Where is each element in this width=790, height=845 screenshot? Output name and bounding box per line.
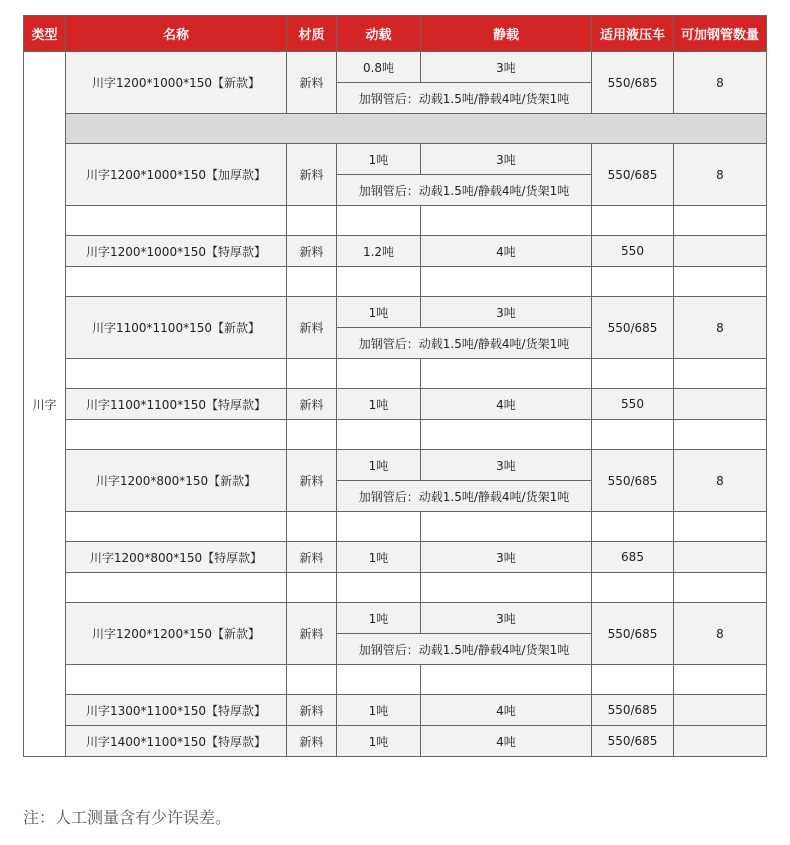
table-row (24, 726, 767, 757)
spacer-cell (674, 359, 767, 389)
spacer-cell (421, 267, 592, 297)
spacer-cell (287, 420, 337, 450)
product-name: 川字1400*1100*150【特厚款】 (66, 726, 287, 757)
spacer-cell (592, 206, 674, 236)
spacer-cell (674, 665, 767, 695)
spacer-row (24, 206, 767, 236)
dynamic-load-cell: 1吨 (337, 297, 421, 328)
material-cell: 新料 (287, 695, 337, 726)
spacer-cell (287, 267, 337, 297)
steel-pipes-cell (674, 389, 767, 420)
forklift-cell: 550/685 (592, 144, 674, 206)
header-dynamic-load: 动载 (337, 16, 421, 52)
material-cell: 新料 (287, 542, 337, 573)
dynamic-load-cell: 1吨 (337, 542, 421, 573)
spacer-cell (287, 665, 337, 695)
material-cell: 新料 (287, 297, 337, 359)
static-load-cell: 4吨 (421, 695, 592, 726)
footnote: 注：人工测量含有少许误差。 (23, 808, 232, 827)
spacer-row (24, 267, 767, 297)
table-row (24, 144, 767, 175)
material-cell: 新料 (287, 389, 337, 420)
dynamic-load-cell: 1吨 (337, 726, 421, 757)
spacer-cell (337, 665, 421, 695)
material-cell: 新料 (287, 144, 337, 206)
spacer-cell (674, 206, 767, 236)
spacer-cell (287, 512, 337, 542)
static-load-cell: 4吨 (421, 726, 592, 757)
material-cell: 新料 (287, 450, 337, 512)
spacer-cell (337, 206, 421, 236)
spacer-cell (66, 665, 287, 695)
header-name: 名称 (66, 16, 287, 52)
header-forklift: 适用液压车 (592, 16, 674, 52)
product-name: 川字1100*1100*150【新款】 (66, 297, 287, 359)
spacer-cell (421, 420, 592, 450)
material-cell: 新料 (287, 726, 337, 757)
spacer-cell (337, 573, 421, 603)
product-name: 川字1100*1100*150【特厚款】 (66, 389, 287, 420)
spacer-cell (674, 512, 767, 542)
table-row (24, 52, 767, 83)
forklift-cell: 550/685 (592, 52, 674, 114)
spacer-cell (674, 420, 767, 450)
table-row (24, 236, 767, 267)
spacer-cell (66, 114, 767, 144)
spacer-cell (421, 206, 592, 236)
spacer-row (24, 512, 767, 542)
static-load-cell: 3吨 (421, 603, 592, 634)
dynamic-load-cell: 1.2吨 (337, 236, 421, 267)
spacer-cell (287, 206, 337, 236)
steel-note-cell: 加钢管后：动载1.5吨/静载4吨/货架1吨 (337, 481, 592, 512)
spacer-cell (674, 573, 767, 603)
dynamic-load-cell: 1吨 (337, 603, 421, 634)
steel-note-cell: 加钢管后：动载1.5吨/静载4吨/货架1吨 (337, 175, 592, 206)
steel-note-cell: 加钢管后：动载1.5吨/静载4吨/货架1吨 (337, 83, 592, 114)
spacer-row (24, 359, 767, 389)
product-name: 川字1200*800*150【新款】 (66, 450, 287, 512)
header-type: 类型 (24, 16, 66, 52)
steel-note-cell: 加钢管后：动载1.5吨/静载4吨/货架1吨 (337, 328, 592, 359)
product-name: 川字1300*1100*150【特厚款】 (66, 695, 287, 726)
steel-pipes-cell: 8 (674, 144, 767, 206)
steel-pipes-cell: 8 (674, 52, 767, 114)
table-row (24, 542, 767, 573)
spacer-cell (592, 573, 674, 603)
spacer-cell (421, 665, 592, 695)
steel-pipes-cell (674, 542, 767, 573)
static-load-cell: 4吨 (421, 236, 592, 267)
product-name: 川字1200*1000*150【新款】 (66, 52, 287, 114)
spacer-cell (421, 512, 592, 542)
table-row (24, 603, 767, 634)
steel-pipes-cell: 8 (674, 297, 767, 359)
dynamic-load-cell: 0.8吨 (337, 52, 421, 83)
steel-pipes-cell (674, 236, 767, 267)
static-load-cell: 3吨 (421, 297, 592, 328)
spacer-cell (66, 420, 287, 450)
product-name: 川字1200*1000*150【特厚款】 (66, 236, 287, 267)
spacer-row (24, 420, 767, 450)
table-body (24, 52, 767, 757)
spacer-cell (66, 359, 287, 389)
spacer-cell (337, 420, 421, 450)
forklift-cell: 550/685 (592, 450, 674, 512)
spacer-cell (66, 512, 287, 542)
steel-pipes-cell: 8 (674, 603, 767, 665)
header-static-load: 静载 (421, 16, 592, 52)
table-row (24, 389, 767, 420)
table-row (24, 297, 767, 328)
dynamic-load-cell: 1吨 (337, 450, 421, 481)
static-load-cell: 3吨 (421, 52, 592, 83)
spacer-cell (337, 359, 421, 389)
spacer-cell (421, 359, 592, 389)
spacer-cell (592, 267, 674, 297)
header-material: 材质 (287, 16, 337, 52)
spacer-row (24, 665, 767, 695)
type-cell: 川字 (24, 52, 66, 757)
forklift-cell: 550/685 (592, 695, 674, 726)
spacer-cell (337, 267, 421, 297)
spacer-cell (421, 573, 592, 603)
spacer-cell (66, 267, 287, 297)
forklift-cell: 550/685 (592, 726, 674, 757)
forklift-cell: 550 (592, 236, 674, 267)
material-cell: 新料 (287, 603, 337, 665)
material-cell: 新料 (287, 52, 337, 114)
forklift-cell: 550/685 (592, 603, 674, 665)
steel-pipes-cell (674, 726, 767, 757)
static-load-cell: 3吨 (421, 542, 592, 573)
forklift-cell: 550 (592, 389, 674, 420)
table-row (24, 450, 767, 481)
dynamic-load-cell: 1吨 (337, 144, 421, 175)
spacer-cell (66, 573, 287, 603)
steel-note-cell: 加钢管后：动载1.5吨/静载4吨/货架1吨 (337, 634, 592, 665)
header-row (24, 16, 767, 52)
spacer-cell (66, 206, 287, 236)
spacer-cell (592, 512, 674, 542)
static-load-cell: 3吨 (421, 450, 592, 481)
spacer-row (24, 573, 767, 603)
spacer-cell (592, 359, 674, 389)
steel-pipes-cell (674, 695, 767, 726)
static-load-cell: 3吨 (421, 144, 592, 175)
spacer-cell (674, 267, 767, 297)
spacer-cell (287, 359, 337, 389)
product-name: 川字1200*800*150【特厚款】 (66, 542, 287, 573)
spec-table (23, 15, 767, 757)
spacer-cell (592, 665, 674, 695)
steel-pipes-cell: 8 (674, 450, 767, 512)
forklift-cell: 550/685 (592, 297, 674, 359)
material-cell: 新料 (287, 236, 337, 267)
dynamic-load-cell: 1吨 (337, 695, 421, 726)
spacer-cell (337, 512, 421, 542)
product-name: 川字1200*1000*150【加厚款】 (66, 144, 287, 206)
product-name: 川字1200*1200*150【新款】 (66, 603, 287, 665)
header-steel-pipes: 可加钢管数量 (674, 16, 767, 52)
forklift-cell: 685 (592, 542, 674, 573)
dynamic-load-cell: 1吨 (337, 389, 421, 420)
spacer-row (24, 114, 767, 144)
spacer-cell (287, 573, 337, 603)
spacer-cell (592, 420, 674, 450)
static-load-cell: 4吨 (421, 389, 592, 420)
table-row (24, 695, 767, 726)
